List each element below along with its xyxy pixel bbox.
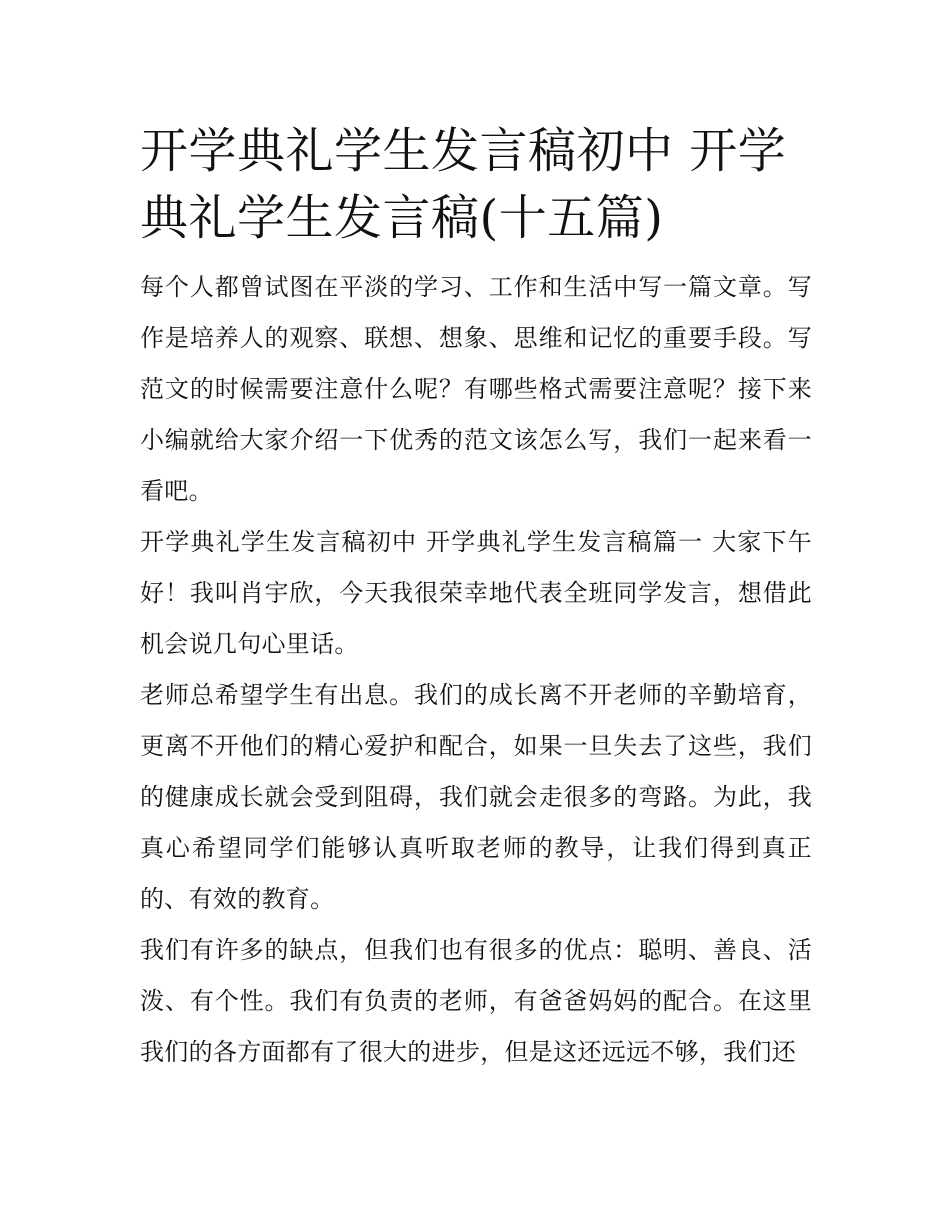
paragraph-greeting: 开学典礼学生发言稿初中 开学典礼学生发言稿篇一 大家下午好！我叫肖宇欣，今天我很荣幸地代表全班同学发言，想借此机会说几句心里话。 <box>140 528 812 658</box>
document-body <box>140 118 812 1078</box>
paragraph-strengths: 我们有许多的缺点，但我们也有很多的优点：聪明、善良、活泼、有个性。我们有负责的老师，有爸爸妈妈的配合。在这里我们的各方面都有了很大的进步，但是这还远远不够，我们还 <box>140 936 812 1066</box>
document-title: 开学典礼学生发言稿初中 开学典礼学生发言稿(十五篇) <box>140 123 787 246</box>
paragraph-teachers: 老师总希望学生有出息。我们的成长离不开老师的辛勤培育，更离不开他们的精心爱护和配合，如果一旦失去了这些，我们的健康成长就会受到阻碍，我们就会走很多的弯路。为此，我真心希望同学们能够认真听取老师的教导，让我们得到真正的、有效的教育。 <box>140 681 812 913</box>
paragraph-intro: 每个人都曾试图在平淡的学习、工作和生活中写一篇文章。写作是培养人的观察、联想、想象、思维和记忆的重要手段。写范文的时候需要注意什么呢？有哪些格式需要注意呢？接下来小编就给大家介绍一下优秀的范文该怎么写，我们一起来看一看吧。 <box>140 273 812 505</box>
